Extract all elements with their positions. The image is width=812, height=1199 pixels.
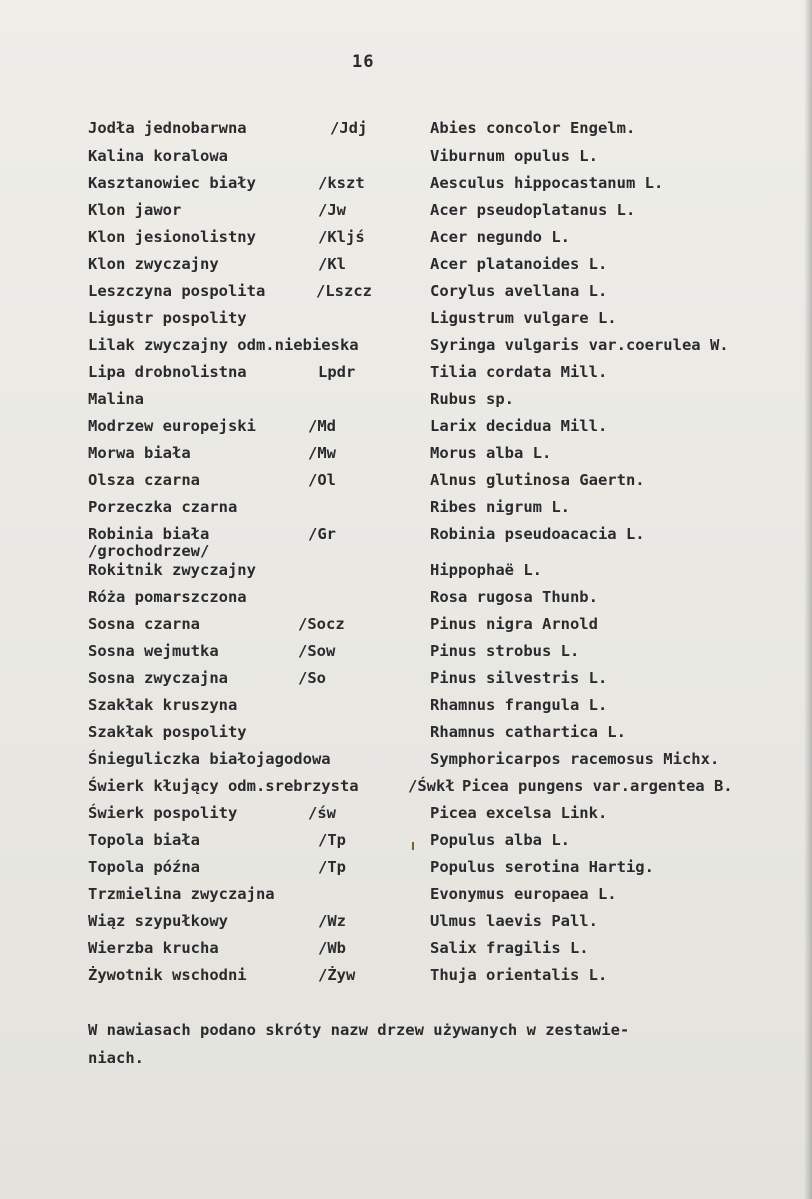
species-row bbox=[0, 335, 812, 362]
polish-name: Leszczyna pospolita bbox=[88, 282, 266, 300]
abbreviation: /Gr bbox=[308, 525, 336, 543]
polish-name: Szakłak pospolity bbox=[88, 723, 247, 741]
abbreviation: /Jw bbox=[318, 201, 346, 219]
abbreviation: /kszt bbox=[318, 174, 365, 192]
abbreviation: /So bbox=[298, 669, 326, 687]
latin-name: Abies concolor Engelm. bbox=[430, 119, 636, 137]
latin-name: Alnus glutinosa Gaertn. bbox=[430, 471, 645, 489]
footnote: W nawiasach podano skróty nazw drzew używanych w zestawie- niach. bbox=[88, 1021, 630, 1067]
abbreviation: /Socz bbox=[298, 615, 345, 633]
species-row bbox=[0, 362, 812, 389]
abbreviation: /Kljś bbox=[318, 228, 365, 246]
latin-name: Corylus avellana L. bbox=[430, 282, 608, 300]
latin-name: Thuja orientalis L. bbox=[430, 966, 608, 984]
abbreviation: /Tp bbox=[318, 858, 346, 876]
species-row bbox=[0, 857, 812, 884]
species-row bbox=[0, 200, 812, 227]
abbreviation: /św bbox=[308, 804, 336, 822]
latin-name: Populus alba L. bbox=[430, 831, 570, 849]
latin-name: Robinia pseudoacacia L. bbox=[430, 525, 645, 543]
polish-name: Jodła jednobarwna bbox=[88, 119, 247, 137]
latin-name: Hippophaë L. bbox=[430, 561, 542, 579]
polish-name: Szakłak kruszyna bbox=[88, 696, 238, 714]
abbreviation: /Ol bbox=[308, 471, 336, 489]
polish-name: Ligustr pospolity bbox=[88, 309, 247, 327]
species-row bbox=[0, 803, 812, 830]
abbreviation: /Sow bbox=[298, 642, 336, 660]
polish-name: Morwa biała bbox=[88, 444, 191, 462]
species-row bbox=[0, 965, 812, 992]
abbreviation: /Wb bbox=[318, 939, 346, 957]
polish-name: Wierzba krucha bbox=[88, 939, 219, 957]
abbreviation: /Jdj bbox=[330, 119, 368, 137]
species-row bbox=[0, 254, 812, 281]
polish-name: Kalina koralowa bbox=[88, 147, 228, 165]
abbreviation: /Kl bbox=[318, 255, 346, 273]
latin-name: Acer platanoides L. bbox=[430, 255, 608, 273]
polish-name: Śnieguliczka białojagodowa bbox=[88, 750, 331, 768]
polish-name: Malina bbox=[88, 390, 144, 408]
latin-name: Viburnum opulus L. bbox=[430, 147, 598, 165]
polish-name: Robinia biała bbox=[88, 525, 210, 543]
species-row bbox=[0, 830, 812, 857]
polish-name: Żywotnik wschodni bbox=[88, 966, 247, 984]
polish-name: Sosna wejmutka bbox=[88, 642, 219, 660]
polish-name: Świerk kłujący odm.srebrzysta bbox=[88, 777, 359, 795]
latin-name: Picea excelsa Link. bbox=[430, 804, 608, 822]
latin-name: Ligustrum vulgare L. bbox=[430, 309, 617, 327]
latin-name: Picea pungens var.argentea B. bbox=[462, 777, 733, 795]
polish-name: Topola biała bbox=[88, 831, 200, 849]
species-row bbox=[0, 470, 812, 497]
polish-name: Sosna zwyczajna bbox=[88, 669, 228, 687]
polish-name: Świerk pospolity bbox=[88, 804, 238, 822]
species-row bbox=[0, 524, 812, 560]
abbreviation: /Śwkł bbox=[408, 777, 455, 795]
species-row bbox=[0, 938, 812, 965]
polish-name: Róża pomarszczona bbox=[88, 588, 247, 606]
polish-name: Porzeczka czarna bbox=[88, 498, 238, 516]
ink-speck bbox=[412, 842, 414, 850]
polish-name: Klon zwyczajny bbox=[88, 255, 219, 273]
polish-name: Wiąz szypułkowy bbox=[88, 912, 228, 930]
species-row bbox=[0, 668, 812, 695]
abbreviation: /Żyw bbox=[318, 966, 356, 984]
species-row bbox=[0, 118, 812, 145]
species-row bbox=[0, 227, 812, 254]
latin-name: Rhamnus frangula L. bbox=[430, 696, 608, 714]
latin-name: Rhamnus cathartica L. bbox=[430, 723, 626, 741]
polish-name: Lilak zwyczajny odm.niebieska bbox=[88, 336, 359, 354]
latin-name: Tilia cordata Mill. bbox=[430, 363, 608, 381]
latin-name: Populus serotina Hartig. bbox=[430, 858, 654, 876]
polish-name: Klon jesionolistny bbox=[88, 228, 256, 246]
abbreviation: /Md bbox=[308, 417, 336, 435]
polish-name: Klon jawor bbox=[88, 201, 182, 219]
latin-name: Acer negundo L. bbox=[430, 228, 570, 246]
polish-name: Topola późna bbox=[88, 858, 200, 876]
latin-name: Rubus sp. bbox=[430, 390, 514, 408]
latin-name: Larix decidua Mill. bbox=[430, 417, 608, 435]
page-number: 16 bbox=[352, 52, 375, 72]
abbreviation: Lpdr bbox=[318, 363, 356, 381]
polish-name: Trzmielina zwyczajna bbox=[88, 885, 275, 903]
latin-name: Syringa vulgaris var.coerulea W. bbox=[430, 336, 729, 354]
latin-name: Pinus nigra Arnold bbox=[430, 615, 598, 633]
latin-name: Aesculus hippocastanum L. bbox=[430, 174, 664, 192]
species-row bbox=[0, 146, 812, 173]
polish-name: Lipa drobnolistna bbox=[88, 363, 247, 381]
species-row bbox=[0, 884, 812, 911]
polish-name: Kasztanowiec biały bbox=[88, 174, 256, 192]
abbreviation: /Lszcz bbox=[316, 282, 372, 300]
species-row bbox=[0, 497, 812, 524]
latin-name: Salix fragilis L. bbox=[430, 939, 589, 957]
species-row bbox=[0, 281, 812, 308]
latin-name: Ribes nigrum L. bbox=[430, 498, 570, 516]
latin-name: Symphoricarpos racemosus Michx. bbox=[430, 750, 720, 768]
abbreviation: /Mw bbox=[308, 444, 336, 462]
species-row bbox=[0, 389, 812, 416]
species-row bbox=[0, 911, 812, 938]
abbreviation: /Tp bbox=[318, 831, 346, 849]
species-row bbox=[0, 776, 812, 803]
species-row bbox=[0, 614, 812, 641]
latin-name: Acer pseudoplatanus L. bbox=[430, 201, 636, 219]
species-row bbox=[0, 641, 812, 668]
polish-name: Rokitnik zwyczajny bbox=[88, 561, 256, 579]
species-row bbox=[0, 416, 812, 443]
latin-name: Ulmus laevis Pall. bbox=[430, 912, 598, 930]
polish-name: Olsza czarna bbox=[88, 471, 200, 489]
latin-name: Pinus silvestris L. bbox=[430, 669, 608, 687]
species-row bbox=[0, 173, 812, 200]
latin-name: Evonymus europaea L. bbox=[430, 885, 617, 903]
latin-name: Pinus strobus L. bbox=[430, 642, 580, 660]
polish-name: Modrzew europejski bbox=[88, 417, 256, 435]
polish-name-note: /grochodrzew/ bbox=[88, 542, 210, 560]
polish-name: Sosna czarna bbox=[88, 615, 200, 633]
species-row bbox=[0, 443, 812, 470]
species-row bbox=[0, 587, 812, 614]
abbreviation: /Wz bbox=[318, 912, 346, 930]
species-row bbox=[0, 308, 812, 335]
latin-name: Morus alba L. bbox=[430, 444, 552, 462]
species-row bbox=[0, 560, 812, 587]
species-row bbox=[0, 749, 812, 776]
latin-name: Rosa rugosa Thunb. bbox=[430, 588, 598, 606]
species-row bbox=[0, 722, 812, 749]
species-row bbox=[0, 695, 812, 722]
